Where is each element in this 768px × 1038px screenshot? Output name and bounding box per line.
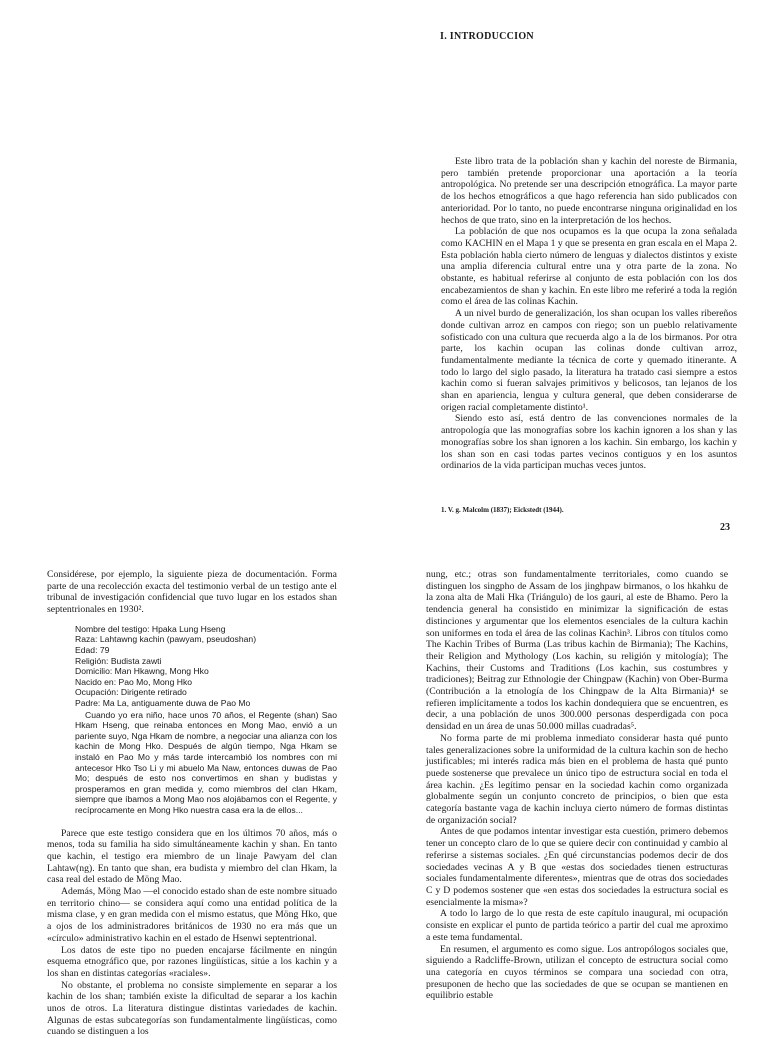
witness-field: Ocupación: Dirigente retirado — [75, 687, 187, 698]
intro-column — [441, 156, 737, 472]
witness-field: Domicilio: Man Hkawng, Mong Hko — [75, 666, 209, 677]
witness-testimony: Cuando yo era niño, hace unos 70 años, el Regente (shan) Sao Hkam Hseng, que reinaba entonces en Mong Mao, envió a un pariente suyo, Nga Hkam de nombre, a negociar una alianza con los kachin de Mong Hko. Después de algún tiempo, Nga Hkam se instaló en Pao Mo y más tarde intercambió los nombres con mi antecesor Hko Tso Li y mi abuelo Ma Naw, entonces duwas de Pao Mo; después de esto nos convertimos en shan y budistas y prosperamos en gran medida y, como miembros del clan Hkam, siempre que íbamos a Mong Mao nos alojábamos con el Regente, y recíprocamente en Mong Hko nuestra casa era la de ellos... — [75, 709, 337, 815]
left-intro-paragraph: Considérese, por ejemplo, la siguiente pieza de documentación. Forma parte de una recolección exacta del testimonio verbal de un testigo ante el tribunal de investigación confidencial que tuvo lugar en los estados shan septentrionales en 1930². — [47, 569, 337, 616]
right-paragraph-2: No forma parte de mi problema inmediato considerar hasta qué punto tales generalizaciones sobre la uniformidad de la cultura kachin son de hecho justificables; mi interés radica más bien en el problema de hasta qué punto puede sostenerse que prevalece un único tipo de estructura social en toda el área kachin. ¿Es legítimo pensar en la sociedad kachin como organizada globalmente según un conjunto concreto de principios, o bien que esta categoría bastante vaga de kachin incluya cierto número de formas distintas de organización social? — [426, 732, 728, 826]
left-paragraph-4: No obstante, el problema no consiste simplemente en separar a los kachin de los shan; también existe la dificultad de separar a los kachin unos de otros. La literatura distingue distintas variedades de kachin. Algunas de estas subcategorías son fundamentalmente lingüísticas, como cuando se distinguen a los — [47, 979, 337, 1038]
right-paragraph-4: A todo lo largo de lo que resta de este capítulo inaugural, mi ocupación consiste en explicar el punto de partida teórico a partir del cual me aproximo a este tema fundamental. — [426, 908, 728, 943]
intro-paragraph-4: Siendo esto así, está dentro de las convenciones normales de la antropología que las monografías sobre los kachin ignoren a los shan y las monografías sobre los shan ignoren a los kachin. Sin embargo, los kachin y los shan son en casi todas partes vecinos contiguos y en los asuntos ordinarios de la vida participan muchas veces juntos. — [441, 413, 737, 472]
page-number: 23 — [720, 522, 730, 533]
witness-field: Edad: 79 — [75, 645, 110, 655]
chapter-heading: I. INTRODUCCION — [440, 31, 534, 42]
witness-field: Nombre del testigo: Hpaka Lung Hseng — [75, 623, 226, 634]
left-column — [47, 569, 337, 1038]
witness-field: Religión: Budista zawti — [75, 655, 162, 666]
right-paragraph-1: nung, etc.; otras son fundamentalmente territoriales, como cuando se distinguen los singpho de Assam de los jinghpaw birmanos, o los hkahku de la zona alta de Mali Hka (Triángulo) de los gauri, al este de Bhamo. Pero la tendencia general ha consistido en minimizar la significación de estas distinciones y argumentar que los elementos esenciales de la cultura kachin son uniformes en toda el área de las colinas Kachin³. Libros con títulos como The Kachin Tribes of Burma (Las tribus kachin de Birmania); The Kachins, their Religion and Mythology (Los kachin, su religión y mitología); The Kachins, their Customs and Traditions (Los kachin, sus costumbres y tradiciones); Beitrag zur Ethnologie der Chingpaw (Kachin) von Ober-Burma (Contribución a la etnología de los Chingpaw de la Alta Birmania)⁴ se refieren implícitamente a todos los kachin dondequiera que se encuentren, es decir, a una población de unos 300.000 personas desperdigada con poca densidad en un área de unas 50.000 millas cuadradas⁵. — [426, 569, 728, 733]
intro-paragraph-1: Este libro trata de la población shan y kachin del noreste de Birmania, pero también pretende proporcionar una aportación a la teoría antropológica. No pretende ser una descripción etnográfica. La mayor parte de los hechos etnográficos a que hago referencia han sido publicados con anterioridad. Por lo tanto, no puede encontrarse ninguna originalidad en los hechos de que trato, sino en la interpretación de los hechos. — [441, 156, 737, 226]
right-paragraph-5: En resumen, el argumento es como sigue. Los antropólogos sociales que, siguiendo a Radcliffe-Brown, utilizan el concepto de estructura social como una categoría en cuyos términos se compara una sociedad con otra, presuponen de hecho que las sociedades de que se ocupan se mantienen en equilibrio estable — [426, 943, 728, 1002]
intro-paragraph-2: La población de que nos ocupamos es la que ocupa la zona señalada como KACHIN en el Mapa 1 y que se presenta en gran escala en el Mapa 2. Esta población habla cierto número de lenguas y dialectos distintos y existe una amplia diferencia cultural entre una y otra parte de la zona. No obstante, es habitual referirse al conjunto de esta población con los dos encabezamientos de shan y kachin. En este libro me referiré a toda la región como el área de las colinas Kachin. — [441, 226, 737, 308]
witness-record — [75, 624, 337, 816]
witness-field: Raza: Lahtawng kachin (pawyam, pseudoshan) — [75, 634, 257, 645]
footnote: 1. V. g. Malcolm (1837); Eickstedt (1944). — [441, 506, 564, 514]
intro-paragraph-3: A un nivel burdo de generalización, los shan ocupan los valles ribereños donde cultivan arroz en campos con riego; son un pueblo relativamente sofisticado con una cultura que recuerda algo a la de los birmanos. Por otra parte, los kachin ocupan las colinas donde cultivan arroz, fundamentalmente mediante la técnica de corte y quemado itinerante. A todo lo largo del siglo pasado, la literatura ha tratado casi siempre a estos kachin como si fueran salvajes primitivos y belicosos, tan lejanos de los shan en apariencia, lengua y cultura general, que deben considerarse de origen racial completamente distinto¹. — [441, 308, 737, 413]
left-paragraph-1: Parece que este testigo considera que en los últimos 70 años, más o menos, toda su familia ha sido simultáneamente kachin y shan. En tanto que kachin, el testigo era miembro de un linaje Pawyam del clan Lahtaw(ng). En tanto que shan, era budista y miembro del clan Hkam, la casa real del estado de Möng Mao. — [47, 827, 337, 886]
left-paragraph-2: Además, Möng Mao —el conocido estado shan de este nombre situado en territorio chino— se considera aquí como una entidad política de la misma clase, y en gran medida con el mismo estatus, que Möng Hko, que a ojos de los administradores británicos de 1930 no era más que un «círculo» administrativo kachin en el estado de Hsenwi septentrional. — [47, 886, 337, 944]
witness-field: Padre: Ma La, antiguamente duwa de Pao Mo — [75, 697, 251, 708]
left-paragraph-3: Los datos de este tipo no pueden encajarse fácilmente en ningún esquema etnográfico que, por razones lingüísticas, sitúe a los kachin y a los shan en distintas categorías «raciales». — [47, 944, 337, 979]
witness-field: Nacido en: Pao Mo, Mong Hko — [75, 676, 193, 687]
right-column — [426, 569, 728, 1002]
right-paragraph-3: Antes de que podamos intentar investigar esta cuestión, primero debemos tener un concepto claro de lo que se quiere decir con continuidad y cambio al referirse a sistemas sociales. ¿En qué circunstancias podemos decir de dos sociedades vecinas A y B que «estas dos sociedades tienen estructuras sociales fundamentalmente diferentes», mientras que de otras dos sociedades C y D podemos sostener que «en estas dos sociedades la estructura social es esencialmente la misma»? — [426, 826, 728, 908]
